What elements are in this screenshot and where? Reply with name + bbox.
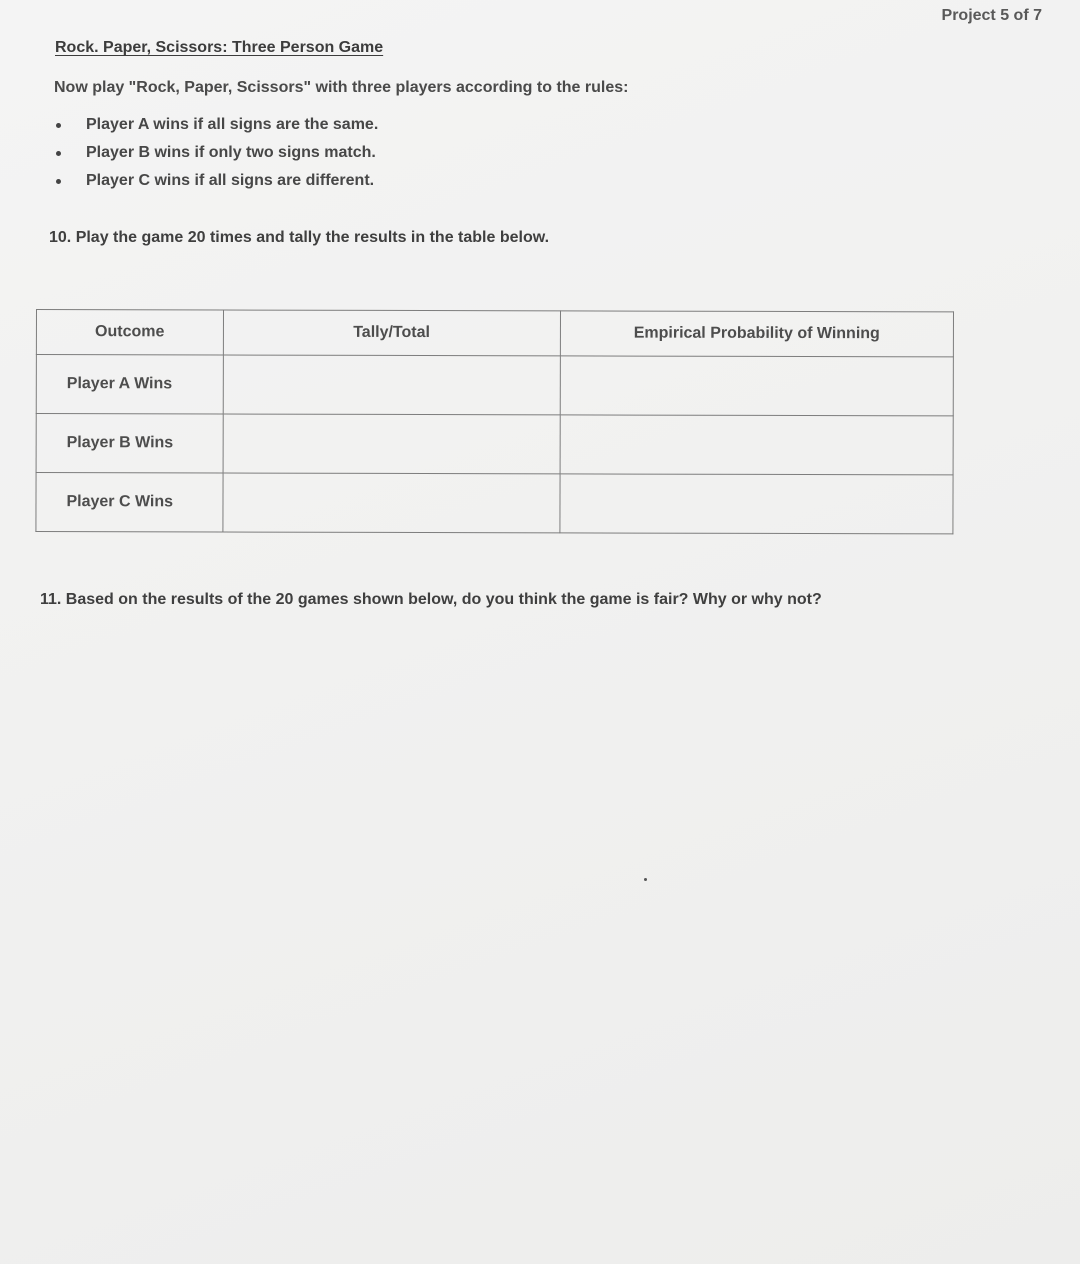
table-row xyxy=(36,355,953,416)
rule-item xyxy=(56,116,378,144)
header-outcome: Outcome xyxy=(36,310,223,355)
probability-cell[interactable] xyxy=(560,474,953,534)
table-row xyxy=(36,473,953,534)
results-table xyxy=(35,309,954,534)
paper-speck xyxy=(644,878,647,881)
rule-item xyxy=(56,172,378,200)
section-title: Rock. Paper, Scissors: Three Person Game xyxy=(55,39,384,56)
bullet-icon xyxy=(56,123,61,128)
header-probability: Empirical Probability of Winning xyxy=(560,311,953,357)
table-row xyxy=(36,414,953,475)
tally-cell[interactable] xyxy=(223,355,560,415)
page-label: Project 5 of 7 xyxy=(941,7,1042,24)
header-tally: Tally/Total xyxy=(223,310,560,356)
probability-cell[interactable] xyxy=(560,415,953,475)
outcome-cell: Player B Wins xyxy=(36,414,223,473)
bullet-icon xyxy=(56,179,61,184)
rules-list xyxy=(56,116,378,200)
question-11: 11. Based on the results of the 20 games shown below, do you think the game is fair? Why or why not? xyxy=(40,591,822,608)
table-header-row xyxy=(36,310,953,357)
rule-text: Player C wins if all signs are different. xyxy=(86,172,375,189)
question-10: 10. Play the game 20 times and tally the results in the table below. xyxy=(49,229,550,246)
probability-cell[interactable] xyxy=(560,356,953,416)
rule-item xyxy=(56,144,378,172)
rule-text: Player B wins if only two signs match. xyxy=(86,144,376,161)
bullet-icon xyxy=(56,151,61,156)
outcome-cell: Player C Wins xyxy=(36,473,223,532)
tally-cell[interactable] xyxy=(223,414,560,474)
tally-cell[interactable] xyxy=(223,473,560,533)
intro-text: Now play "Rock, Paper, Scissors" with three players according to the rules: xyxy=(54,79,629,96)
outcome-cell: Player A Wins xyxy=(36,355,223,414)
rule-text: Player A wins if all signs are the same. xyxy=(86,116,379,133)
